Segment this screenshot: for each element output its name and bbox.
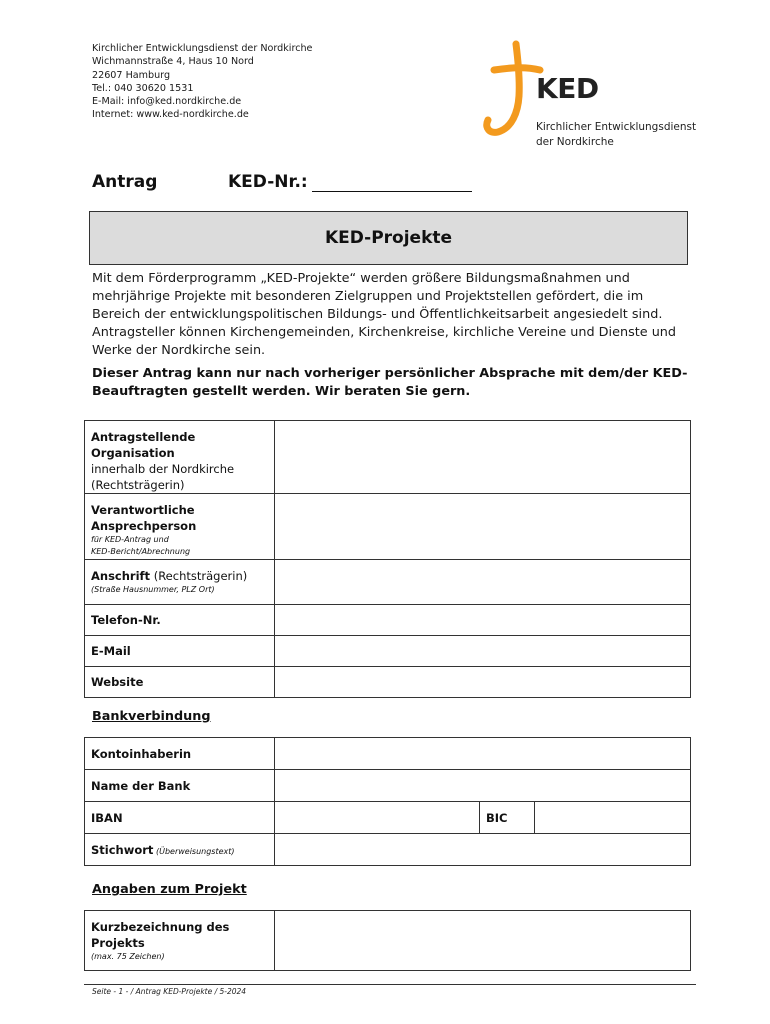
address-label bbox=[85, 560, 275, 605]
keyword-label bbox=[85, 834, 275, 866]
org-label-line2: innerhalb der Nordkirche bbox=[91, 462, 235, 476]
sender-org: Kirchlicher Entwicklungsdienst der Nordkirche bbox=[92, 43, 313, 54]
table-row bbox=[85, 770, 691, 802]
project-title-label bbox=[85, 911, 275, 971]
sender-phone: Tel.: 040 30620 1531 bbox=[92, 82, 194, 94]
ked-nr-input-line[interactable] bbox=[312, 175, 472, 192]
org-input[interactable] bbox=[275, 421, 691, 494]
intro-bold-text: Dieser Antrag kann nur nach vorheriger persönlicher Absprache mit dem/der KED-Beauftragten gestellt werden. Wir beraten Sie gern. bbox=[92, 366, 688, 399]
website-input[interactable] bbox=[275, 667, 691, 698]
keyword-label-bold: Stichwort bbox=[91, 843, 154, 857]
project-table bbox=[84, 910, 691, 971]
table-row bbox=[85, 421, 691, 494]
address-note: (Straße Hausnummer, PLZ Ort) bbox=[91, 585, 215, 594]
applicant-table bbox=[84, 420, 691, 698]
address-input[interactable] bbox=[275, 560, 691, 605]
address-label-rest: (Rechtsträgerin) bbox=[150, 569, 248, 583]
org-label-bold: Antragstellende Organisation bbox=[91, 430, 196, 460]
website-label: Website bbox=[85, 667, 275, 698]
contact-note-line1: für KED-Antrag und bbox=[91, 535, 169, 544]
holder-label: Kontoinhaberin bbox=[85, 738, 275, 770]
address-label-bold: Anschrift bbox=[91, 569, 151, 583]
footer-divider bbox=[84, 984, 696, 985]
contact-note-line2: KED-Bericht/Abrechnung bbox=[91, 547, 191, 556]
table-row bbox=[85, 667, 691, 698]
bank-name-label: Name der Bank bbox=[85, 770, 275, 802]
ked-nr-label: KED-Nr.: bbox=[228, 172, 308, 192]
sender-city: 22607 Hamburg bbox=[92, 69, 171, 81]
page-footer: Seite - 1 - / Antrag KED-Projekte / 5-2024 bbox=[92, 987, 247, 996]
project-heading: Angaben zum Projekt bbox=[92, 882, 247, 897]
contact-label-line1: Verantwortliche bbox=[91, 503, 195, 517]
bic-label: BIC bbox=[480, 802, 535, 834]
ked-logo bbox=[478, 40, 700, 152]
org-label-line3: (Rechtsträgerin) bbox=[91, 478, 185, 492]
logo-wordmark: KED bbox=[536, 72, 599, 105]
logo-subtitle-line2: der Nordkirche bbox=[536, 136, 614, 148]
sender-street: Wichmannstraße 4, Haus 10 Nord bbox=[92, 56, 254, 68]
iban-label: IBAN bbox=[85, 802, 275, 834]
table-row bbox=[85, 605, 691, 636]
sender-email: E-Mail: info@ked.nordkirche.de bbox=[92, 96, 242, 108]
bank-heading: Bankverbindung bbox=[92, 709, 211, 724]
ked-nr-field bbox=[228, 172, 472, 192]
holder-input[interactable] bbox=[275, 738, 691, 770]
logo-subtitle bbox=[536, 120, 696, 150]
table-row bbox=[85, 560, 691, 605]
page-title: KED-Projekte bbox=[89, 211, 688, 265]
phone-label: Telefon-Nr. bbox=[85, 605, 275, 636]
project-title-note: (max. 75 Zeichen) bbox=[91, 952, 165, 961]
project-title-input[interactable] bbox=[275, 911, 691, 971]
antrag-label: Antrag bbox=[92, 172, 158, 192]
table-row bbox=[85, 494, 691, 560]
table-row bbox=[85, 834, 691, 866]
table-row bbox=[85, 738, 691, 770]
contact-label bbox=[85, 494, 275, 560]
bank-name-input[interactable] bbox=[275, 770, 691, 802]
keyword-input[interactable] bbox=[275, 834, 691, 866]
contact-input[interactable] bbox=[275, 494, 691, 560]
email-label: E-Mail bbox=[85, 636, 275, 667]
keyword-note: (Überweisungstext) bbox=[153, 847, 235, 856]
table-row bbox=[85, 636, 691, 667]
logo-subtitle-line1: Kirchlicher Entwicklungsdienst bbox=[536, 121, 697, 133]
table-row bbox=[85, 802, 691, 834]
sender-web: Internet: www.ked-nordkirche.de bbox=[92, 109, 249, 121]
sender-address bbox=[92, 42, 312, 122]
org-label bbox=[85, 421, 275, 494]
bank-table bbox=[84, 737, 691, 866]
email-input[interactable] bbox=[275, 636, 691, 667]
intro-text: Mit dem Förderprogramm „KED-Projekte“ werden größere Bildungsmaßnahmen und mehrjährige Projekte mit besonderen Zielgruppen und Projektstellen gefördert, die im Bereich der entwicklungspolitischen Bildungs- und Öffentlichkeitsarbeit angesiedelt sind. Antragsteller können Kirchengemeinden, Kirchenkreise, kirchliche Vereine und Dienste und Werke der Nordkirche sein. bbox=[92, 271, 677, 358]
bic-input[interactable] bbox=[535, 802, 691, 834]
table-row bbox=[85, 911, 691, 971]
project-title-label-bold: Kurzbezeichnung des Projekts bbox=[91, 920, 230, 950]
contact-label-line2: Ansprechperson bbox=[91, 519, 197, 533]
iban-input[interactable] bbox=[275, 802, 480, 834]
phone-input[interactable] bbox=[275, 605, 691, 636]
